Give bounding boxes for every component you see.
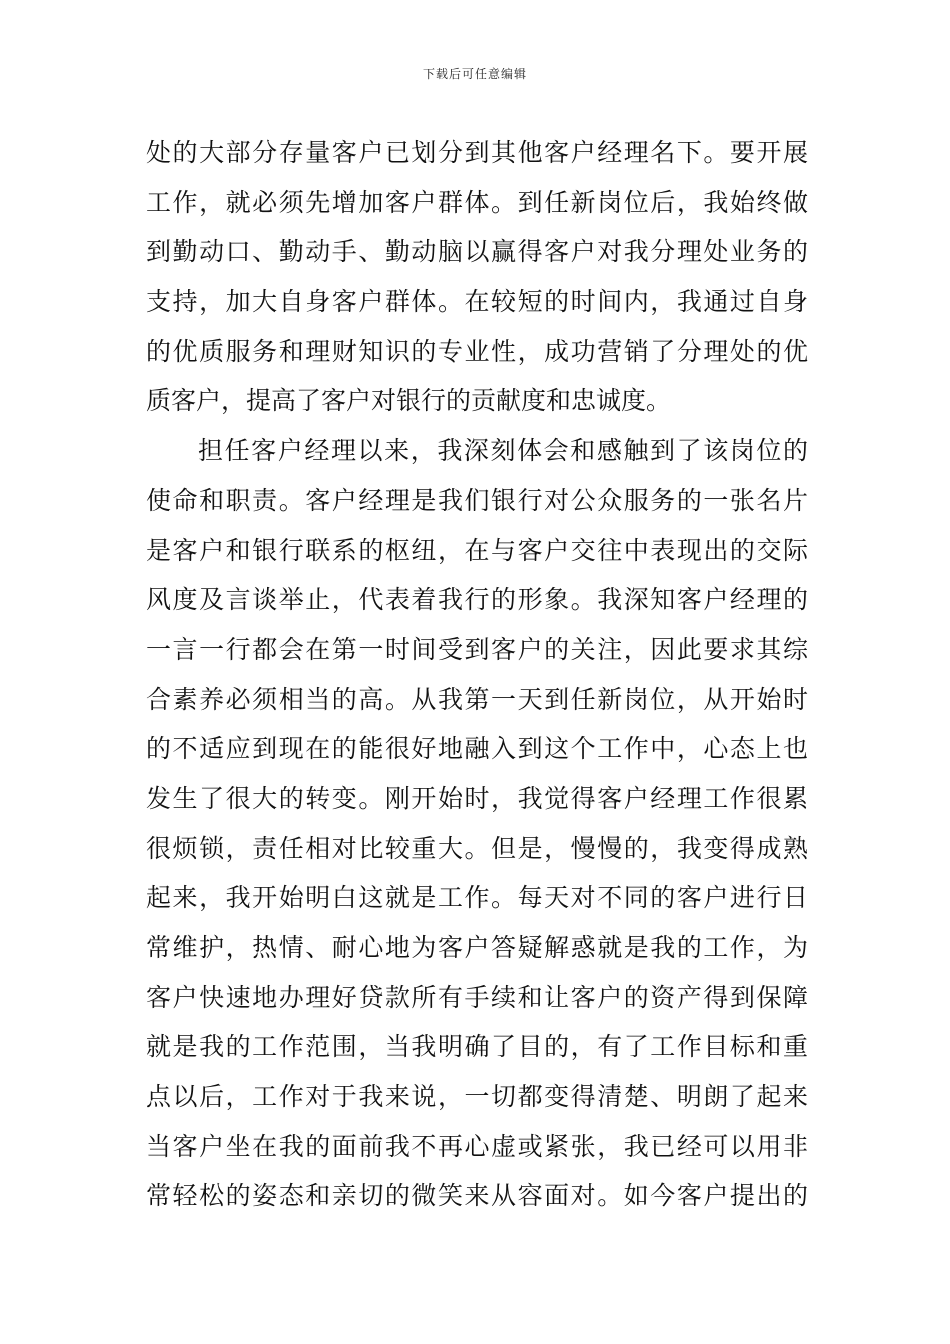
- text-line: 很烦锁，责任相对比较重大。但是，慢慢的，我变得成熟: [146, 833, 808, 863]
- text-line: 点以后，工作对于我来说，一切都变得清楚、明朗了起来: [146, 1082, 808, 1112]
- text-line: 合素养必须相当的高。从我第一天到任新岗位，从开始时: [146, 684, 808, 714]
- text-line: 一言一行都会在第一时间受到客户的关注，因此要求其综: [146, 634, 808, 664]
- page-header-note: 下载后可任意编辑: [422, 67, 527, 81]
- text-line: 就是我的工作范围，当我明确了目的，有了工作目标和重: [146, 1032, 808, 1062]
- text-line: 支持，加大自身客户群体。在较短的时间内，我通过自身: [146, 287, 808, 317]
- text-line: 客户快速地办理好贷款所有手续和让客户的资产得到保障: [146, 982, 808, 1012]
- text-line: 的优质服务和理财知识的专业性，成功营销了分理处的优: [146, 336, 808, 366]
- text-line: 使命和职责。客户经理是我们银行对公众服务的一张名片: [146, 485, 808, 515]
- paragraph-first-line: 担任客户经理以来，我深刻体会和感触到了该岗位的: [198, 436, 808, 466]
- text-line: 发生了很大的转变。刚开始时，我觉得客户经理工作很累: [146, 783, 808, 813]
- text-line: 到勤动口、勤动手、勤动脑以赢得客户对我分理处业务的: [146, 237, 808, 267]
- text-line: 的不适应到现在的能很好地融入到这个工作中，心态上也: [146, 734, 808, 764]
- text-line: 起来，我开始明白这就是工作。每天对不同的客户进行日: [146, 883, 808, 913]
- text-line: 处的大部分存量客户已划分到其他客户经理名下。要开展: [146, 138, 808, 167]
- text-line: 风度及言谈举止，代表着我行的形象。我深知客户经理的: [146, 585, 808, 615]
- text-line: 工作，就必须先增加客户群体。到任新岗位后，我始终做: [146, 187, 808, 217]
- text-line: 常轻松的姿态和亲切的微笑来从容面对。如今客户提出的: [146, 1181, 808, 1211]
- text-line: 是客户和银行联系的枢纽，在与客户交往中表现出的交际: [146, 535, 808, 565]
- text-line: 常维护，热情、耐心地为客户答疑解惑就是我的工作，为: [146, 933, 808, 962]
- text-line: 质客户，提高了客户对银行的贡献度和忠诚度。: [146, 386, 672, 416]
- document-body: [146, 128, 808, 1221]
- text-line: 当客户坐在我的面前我不再心虚或紧张，我已经可以用非: [146, 1131, 808, 1161]
